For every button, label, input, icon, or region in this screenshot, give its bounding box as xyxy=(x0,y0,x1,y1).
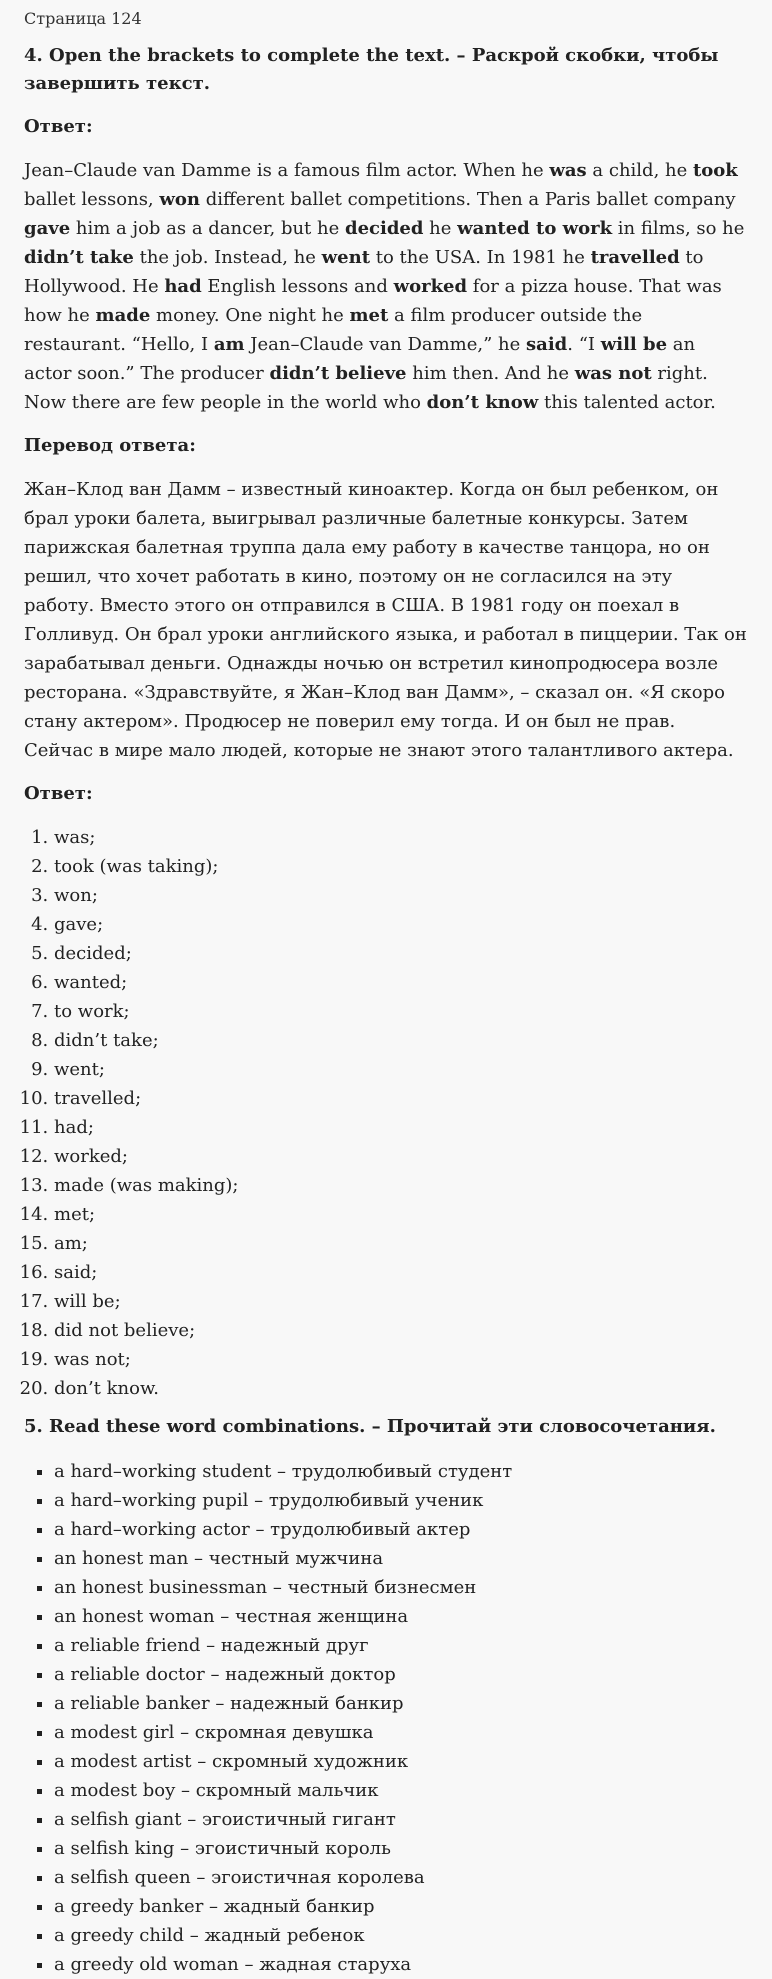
answer-text-run: to the USA. In 1981 he xyxy=(370,247,591,268)
answer-text-run: he xyxy=(423,218,458,239)
answer-verb: travelled xyxy=(590,247,680,268)
answer-text-run: for a pizza house. That was how he xyxy=(24,276,722,326)
answer-text-run: him a job as a dancer, but he xyxy=(70,218,345,239)
word-combination-item: ▪ a hard–working student – трудолюбивый студент xyxy=(54,1457,748,1486)
word-combination-item: ▪ an honest businessman – честный бизнесмен xyxy=(54,1573,748,1602)
answer-verb: went xyxy=(321,247,371,268)
answer-item: 10. travelled; xyxy=(54,1084,748,1113)
answer-item: 5. decided; xyxy=(54,939,748,968)
answer-text-run: this talented actor. xyxy=(538,392,716,413)
answer-label: Ответ: xyxy=(24,116,93,137)
answer-verb: decided xyxy=(344,218,424,239)
answer-item: 9. went; xyxy=(54,1055,748,1084)
answer-verb: won xyxy=(159,189,200,210)
answer-verb: don’t know xyxy=(426,392,539,413)
task5-heading: 5. Read these word combinations. – Прочитай эти словосочетания. xyxy=(24,1416,716,1437)
answer-text-run: English lessons and xyxy=(201,276,394,297)
word-combinations-list xyxy=(24,1457,748,1979)
answer-verb: took xyxy=(692,160,738,181)
answer-item: 7. to work; xyxy=(54,997,748,1026)
word-combination-item: ▪ a modest girl – скромная девушка xyxy=(54,1718,748,1747)
answer-item: 11. had; xyxy=(54,1113,748,1142)
answer-text-run: right. Now there are few people in the world who xyxy=(24,363,708,413)
answer-item: 3. won; xyxy=(54,881,748,910)
translation-label: Перевод ответа: xyxy=(24,435,196,456)
answer-item: 20. don’t know. xyxy=(54,1374,748,1403)
answer-verb: will be xyxy=(600,334,668,355)
answer-text-run: an actor soon.” The producer xyxy=(24,334,696,384)
answer-verb: was not xyxy=(574,363,652,384)
answer-verb: had xyxy=(164,276,202,297)
word-combination-item: ▪ a greedy banker – жадный банкир xyxy=(54,1892,748,1921)
answer-verb: was xyxy=(549,160,587,181)
word-combination-item: ▪ a modest boy – скромный мальчик xyxy=(54,1776,748,1805)
answer-verb: didn’t take xyxy=(24,247,134,268)
answer-item: 16. said; xyxy=(54,1258,748,1287)
task4-heading: 4. Open the brackets to complete the text. – Раскрой скобки, чтобы завершить текст. xyxy=(24,45,719,94)
answer-item: 18. did not believe; xyxy=(54,1316,748,1345)
answer-label-2: Ответ: xyxy=(24,783,93,804)
answer-text-run: to Hollywood. He xyxy=(24,247,704,297)
word-combination-item: ▪ an honest woman – честная женщина xyxy=(54,1602,748,1631)
answer-paragraph xyxy=(24,156,748,417)
answer-item: 2. took (was taking); xyxy=(54,852,748,881)
answer-text-run: the job. Instead, he xyxy=(133,247,322,268)
word-combination-item: ▪ a greedy child – жадный ребенок xyxy=(54,1921,748,1950)
page-label: Страница 124 xyxy=(24,9,142,28)
answer-item: 14. met; xyxy=(54,1200,748,1229)
answer-item: 6. wanted; xyxy=(54,968,748,997)
answer-text-run: in films, so he xyxy=(612,218,745,239)
word-combination-item: ▪ a greedy old woman – жадная старуха xyxy=(54,1950,748,1979)
answer-text-run: different ballet competitions. Then a Paris ballet company xyxy=(199,189,736,210)
answer-text-run: him then. And he xyxy=(406,363,575,384)
word-combination-item: ▪ a modest artist – скромный художник xyxy=(54,1747,748,1776)
word-combination-item: ▪ a reliable doctor – надежный доктор xyxy=(54,1660,748,1689)
word-combination-item: ▪ an honest man – честный мужчина xyxy=(54,1544,748,1573)
answer-verb: didn’t believe xyxy=(269,363,407,384)
answer-verb: met xyxy=(349,305,389,326)
answer-text-run: Jean–Claude van Damme is a famous film actor. When he xyxy=(24,160,550,181)
answer-item: 8. didn’t take; xyxy=(54,1026,748,1055)
answer-item: 19. was not; xyxy=(54,1345,748,1374)
answer-verb: wanted to work xyxy=(457,218,613,239)
answer-verb: said xyxy=(526,334,568,355)
answers-list xyxy=(24,823,748,1403)
answer-item: 13. made (was making); xyxy=(54,1171,748,1200)
answer-verb: worked xyxy=(393,276,468,297)
answer-text-run: ballet lessons, xyxy=(24,189,160,210)
word-combination-item: ▪ a selfish queen – эгоистичная королева xyxy=(54,1863,748,1892)
word-combination-item: ▪ a hard–working actor – трудолюбивый актер xyxy=(54,1515,748,1544)
answer-item: 4. gave; xyxy=(54,910,748,939)
word-combination-item: ▪ a reliable friend – надежный друг xyxy=(54,1631,748,1660)
answer-text-run: a child, he xyxy=(586,160,693,181)
answer-item: 1. was; xyxy=(54,823,748,852)
translation-paragraph: Жан–Клод ван Дамм – известный киноактер. Когда он был ребенком, он брал уроки балета, выигрывал различные балетные конкурсы. Затем парижская балетная труппа дала ему работу в качестве танцора, но он решил, что хочет работать в кино, поэтому он не согласился на эту работу. Вместо этого он отправился в США. В 1981 году он поехал в Голливуд. Он брал уроки английского языка, и работал в пиццерии. Так он зарабатывал деньги. Однажды ночью он встретил кинопродюсера возле ресторана. «Здравствуйте, я Жан–Клод ван Дамм», – сказал он. «Я скоро стану актером». Продюсер не поверил ему тогда. И он был не прав. Сейчас в мире мало людей, которые не знают этого талантливого актера. xyxy=(24,479,747,761)
answer-text-run: Jean–Claude van Damme,” he xyxy=(244,334,527,355)
word-combination-item: ▪ a selfish king – эгоистичный король xyxy=(54,1834,748,1863)
answer-text-run: a film producer outside the restaurant. “Hello, I xyxy=(24,305,643,355)
word-combination-item: ▪ a selfish giant – эгоистичный гигант xyxy=(54,1805,748,1834)
answer-item: 12. worked; xyxy=(54,1142,748,1171)
answer-verb: gave xyxy=(24,218,71,239)
answer-item: 17. will be; xyxy=(54,1287,748,1316)
answer-verb: am xyxy=(213,334,245,355)
answer-item: 15. am; xyxy=(54,1229,748,1258)
answer-text-run: . “I xyxy=(567,334,601,355)
word-combination-item: ▪ a hard–working pupil – трудолюбивый ученик xyxy=(54,1486,748,1515)
answer-text-run: money. One night he xyxy=(150,305,350,326)
word-combination-item: ▪ a reliable banker – надежный банкир xyxy=(54,1689,748,1718)
answer-verb: made xyxy=(95,305,151,326)
